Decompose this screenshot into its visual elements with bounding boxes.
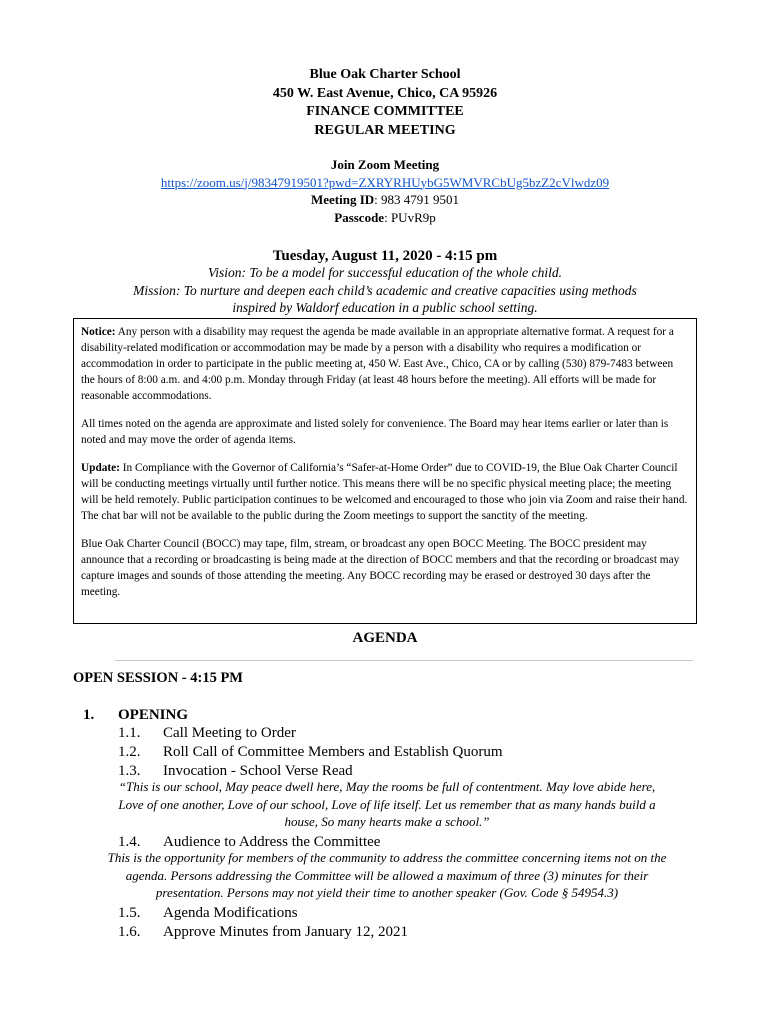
agenda-item-title: Audience to Address the Committee	[163, 834, 381, 850]
agenda-item-number: 1.5.	[118, 905, 141, 921]
notice-text: Any person with a disability may request the agenda be made available in an appropriate alternative format. A request for a disability-related modification or accommodation may be made by a person with a disability who requires a modification or accommodation in order to participate in the public meeting at, 450 W. East Ave., Chico, CA or by calling (530) 879-7483 between the hours of 8:00 a.m. and 4:00 p.m. Monday through Friday (at least 48 hours before the meeting). All efforts will be made for reasonable accommodations.	[81, 326, 674, 402]
audience-note-line: presentation. Persons may not yield their time to another speaker (Gov. Code § 54954.3)	[155, 885, 619, 900]
meeting-date: Tuesday, August 11, 2020 - 4:15 pm	[272, 248, 498, 264]
zoom-link[interactable]: https://zoom.us/j/98347919501?pwd=ZXRYRHUybG5WMVRCbUg5bzZ2cVlwdz09	[160, 174, 610, 190]
agenda-item-title: Call Meeting to Order	[163, 725, 296, 741]
zoom-join-label: Join Zoom Meeting	[330, 157, 440, 172]
agenda-item-title: Roll Call of Committee Members and Establish Quorum	[163, 744, 503, 760]
audience-note-line: This is the opportunity for members of the community to address the committee concerning items not on the	[107, 850, 667, 865]
passcode-line	[0, 209, 770, 227]
meeting-id-label: Meeting ID	[310, 192, 375, 207]
agenda-item-title: Approve Minutes from January 12, 2021	[163, 924, 408, 940]
agenda-item-number: 1.2.	[118, 744, 141, 760]
verse-line: “This is our school, May peace dwell here, May the rooms be full of contentment. May love abide here,	[118, 779, 656, 794]
notice-box	[73, 318, 697, 624]
agenda-item-number: 1.3.	[118, 763, 141, 779]
agenda-item	[118, 743, 503, 761]
meeting-id-line	[0, 191, 770, 209]
passcode-label: Passcode	[334, 209, 385, 225]
agenda-item-number: 1.6.	[118, 924, 141, 940]
agenda-item-number: 1.4.	[118, 834, 141, 850]
open-session-heading: OPEN SESSION - 4:15 PM	[73, 670, 243, 686]
meeting-id-value: : 983 4791 9501	[374, 192, 460, 207]
agenda-item	[118, 904, 298, 922]
times-paragraph: All times noted on the agenda are approximate and listed solely for convenience. The Board may hear items earlier or later than is noted and may move the order of agenda items.	[81, 418, 669, 446]
notice-label: Notice:	[81, 326, 116, 338]
agenda-item	[118, 724, 296, 742]
school-verse	[78, 778, 696, 831]
passcode-value: : PUvR9p	[384, 209, 436, 225]
bocc-paragraph: Blue Oak Charter Council (BOCC) may tape, film, stream, or broadcast any open BOCC Meeting. The BOCC president may announce that a recording or broadcasting is being made at the direction of BOCC members and that the recording or broadcast may capture images and sounds of those attending the meeting. Any BOCC recording may be erased or destroyed 30 days after the meeting.	[81, 538, 680, 598]
verse-line: house, So many hearts make a school.”	[284, 814, 490, 829]
committee-name: FINANCE COMMITTEE	[306, 104, 464, 119]
vision-statement: Vision: To be a model for successful education of the whole child.	[208, 265, 562, 280]
update-label: Update:	[81, 462, 120, 474]
meeting-type: REGULAR MEETING	[314, 122, 456, 138]
school-address: 450 W. East Avenue, Chico, CA 95926	[272, 85, 498, 101]
school-name: Blue Oak Charter School	[309, 67, 461, 82]
verse-line: Love of one another, Love of our school, Love of life itself. Let us remember that as many hands build a	[118, 796, 656, 812]
notice-paragraph	[81, 324, 688, 404]
mission-statement-line2: inspired by Waldorf education in a public school setting.	[232, 300, 538, 315]
section-number: 1.	[83, 707, 95, 723]
meeting-header	[0, 66, 770, 140]
agenda-item-title: Agenda Modifications	[163, 905, 298, 921]
zoom-info	[0, 156, 770, 226]
update-text: In Compliance with the Governor of California’s “Safer-at-Home Order” due to COVID-19, the Blue Oak Charter Council will be conducting meetings virtually until further notice. This means there will be no specific physical meeting place; the meeting will be held remotely. Public participation continues to be welcomed and encouraged to those who join via Zoom and raise their hand. The chat bar will not be available to the public during the Zoom meetings to support the sanctity of the meeting.	[81, 462, 688, 522]
mission-statement-line1: Mission: To nurture and deepen each child’s academic and creative capacities using methods	[133, 282, 637, 298]
agenda-title: AGENDA	[352, 630, 418, 646]
audience-note-line: agenda. Persons addressing the Committee will be allowed a maximum of three (3) minutes for their	[125, 867, 649, 883]
vision-mission	[0, 264, 770, 317]
agenda-item	[118, 923, 408, 941]
agenda-item-title: Invocation - School Verse Read	[163, 763, 353, 779]
agenda-item-number: 1.1.	[118, 725, 141, 741]
update-paragraph	[81, 460, 688, 524]
horizontal-divider	[115, 660, 693, 661]
section-title: OPENING	[118, 707, 189, 723]
section-heading-opening	[83, 706, 188, 724]
audience-note	[78, 849, 696, 902]
